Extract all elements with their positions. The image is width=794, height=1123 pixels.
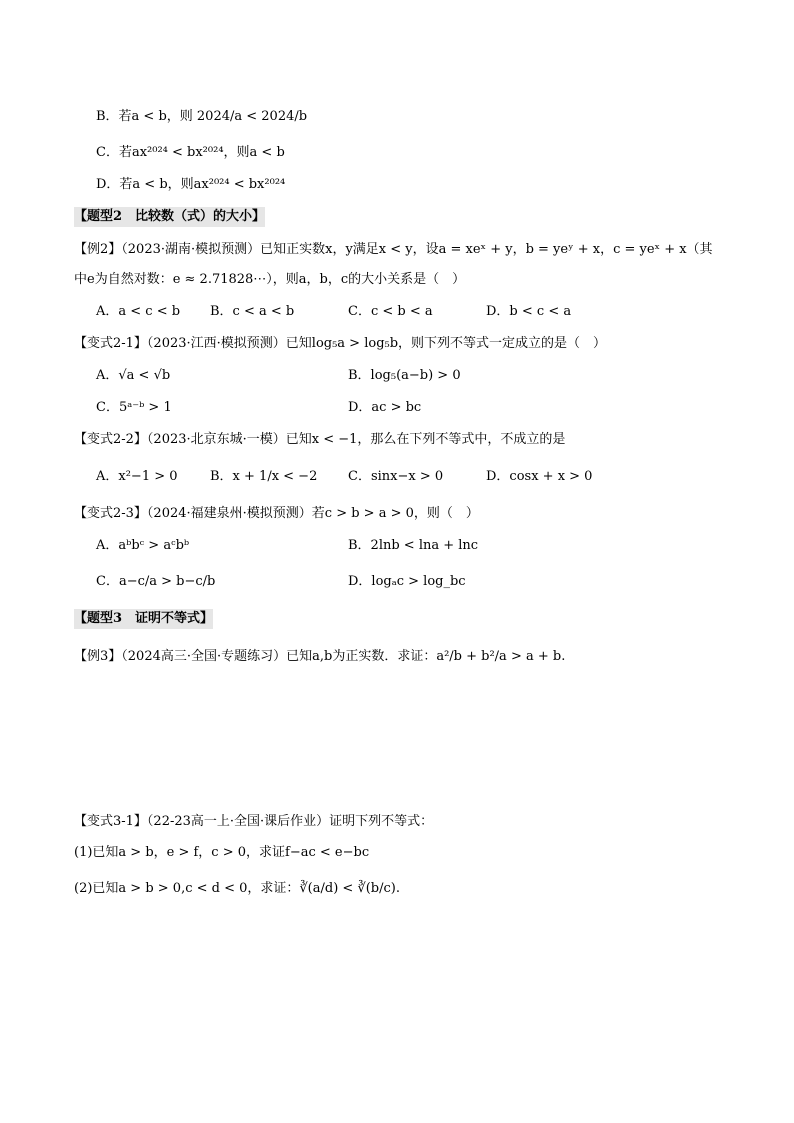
variant22-stem: 【变式2-2】（2023·北京东城·一模）已知x < −1，那么在下列不等式中，不成立的是 — [74, 432, 566, 447]
variant31-part1: (1)已知a > b，e > f，c > 0，求证f−ac < e−bc — [74, 845, 370, 860]
variant23-option-b: B．2lnb < lna + lnc — [348, 538, 479, 553]
example2-option-a: A．a < c < b — [96, 304, 181, 319]
variant22-option-d: D．cosx + x > 0 — [486, 469, 593, 484]
variant22-option-b: B．x + 1/x < −2 — [210, 469, 318, 484]
example2-stem-line2: 中e为自然对数：e ≈ 2.71828⋯），则a，b，c的大小关系是（ ） — [74, 272, 466, 287]
variant31-part2: (2)已知a > b > 0,c < d < 0，求证：∛(a/d) < ∛(b/c). — [74, 881, 400, 896]
prev-option-b: B．若a < b，则 2024/a < 2024/b — [96, 109, 308, 124]
prev-option-c: C．若ax²⁰²⁴ < bx²⁰²⁴，则a < b — [96, 145, 285, 160]
variant21-option-b: B．log₅(a−b) > 0 — [348, 368, 461, 383]
example2-option-d: D．b < c < a — [486, 304, 572, 319]
example2-option-b: B．c < a < b — [210, 304, 295, 319]
variant21-option-d: D．ac > bc — [348, 400, 422, 415]
variant23-option-c: C．a−c/a > b−c/b — [96, 574, 216, 589]
variant21-option-a: A．√a < √b — [96, 368, 171, 383]
variant23-option-d: D．logₐc > log_bc — [348, 574, 466, 589]
variant21-option-c: C．5ᵃ⁻ᵇ > 1 — [96, 400, 172, 415]
variant22-option-a: A．x²−1 > 0 — [96, 469, 178, 484]
variant23-option-a: A．aᵇbᶜ > aᶜbᵇ — [96, 538, 190, 553]
example2-stem-line1: 【例2】（2023·湖南·模拟预测）已知正实数x，y满足x < y，设a = xeˣ + y，b = yeʸ + x，c = yeˣ + x（其 — [74, 242, 713, 257]
variant31-stem: 【变式3-1】（22-23高一上·全国·课后作业）证明下列不等式： — [74, 814, 434, 829]
prev-option-d: D．若a < b，则ax²⁰²⁴ < bx²⁰²⁴ — [96, 177, 286, 192]
variant21-stem: 【变式2-1】（2023·江西·模拟预测）已知log₅a > log₅b，则下列不等式一定成立的是（ ） — [74, 336, 607, 351]
variant23-stem: 【变式2-3】（2024·福建泉州·模拟预测）若c > b > a > 0，则（ ） — [74, 506, 479, 521]
type3-heading: 【题型3 证明不等式】 — [74, 609, 213, 629]
type2-heading: 【题型2 比较数（式）的大小】 — [74, 207, 265, 227]
example2-option-c: C．c < b < a — [348, 304, 433, 319]
variant22-option-c: C．sinx−x > 0 — [348, 469, 444, 484]
example3-stem: 【例3】（2024高三·全国·专题练习）已知a,b为正实数．求证：a²/b + b²/a > a + b. — [74, 649, 566, 664]
